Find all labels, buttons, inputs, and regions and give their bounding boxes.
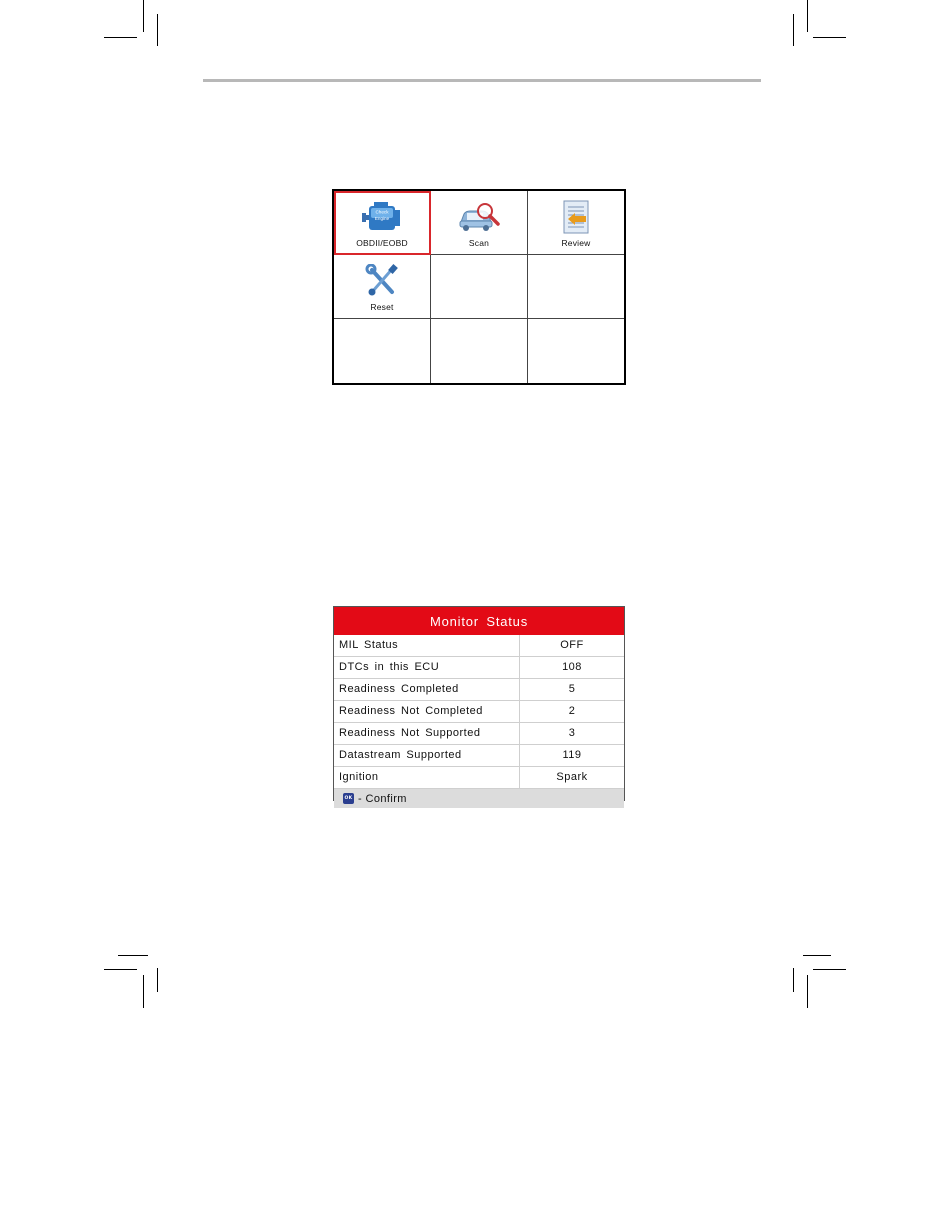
icon-text-engine: Engine <box>374 216 390 221</box>
row-value: 108 <box>562 661 582 673</box>
menu-item-label: OBDII/EOBD <box>356 238 408 248</box>
header-rule <box>203 79 761 82</box>
main-menu-grid <box>332 189 626 385</box>
crop-mark <box>793 968 794 992</box>
row-value: 5 <box>568 683 576 695</box>
crop-mark <box>157 14 158 46</box>
monitor-status-title: Monitor Status <box>334 607 624 635</box>
menu-empty-cell <box>528 319 624 383</box>
row-value: Spark <box>556 771 588 783</box>
table-row[interactable] <box>334 635 624 657</box>
table-row[interactable] <box>334 723 624 745</box>
menu-empty-cell <box>431 319 528 383</box>
menu-item-obdii-eobd[interactable] <box>334 191 431 255</box>
menu-empty-cell <box>431 255 528 319</box>
icon-text-check: Check <box>375 209 389 215</box>
menu-empty-cell <box>528 255 624 319</box>
table-row[interactable] <box>334 745 624 767</box>
row-label: MIL Status <box>334 635 520 656</box>
wrench-screwdriver-icon <box>360 264 404 298</box>
check-engine-icon <box>360 200 404 234</box>
ok-button-icon[interactable]: OK <box>343 793 354 804</box>
status-footer <box>334 789 624 808</box>
crop-mark <box>813 969 846 970</box>
menu-empty-cell <box>334 319 431 383</box>
row-value: OFF <box>560 639 584 651</box>
crop-mark <box>157 968 158 992</box>
crop-mark <box>104 969 137 970</box>
row-label: Readiness Not Supported <box>334 723 520 744</box>
crop-mark <box>118 955 148 956</box>
confirm-label: - Confirm <box>358 792 407 805</box>
menu-item-scan[interactable] <box>431 191 528 255</box>
crop-mark <box>793 14 794 46</box>
table-row[interactable] <box>334 701 624 723</box>
document-arrow-icon <box>554 200 598 234</box>
row-label: Datastream Supported <box>334 745 520 766</box>
menu-item-label: Scan <box>468 238 490 248</box>
table-row[interactable] <box>334 679 624 701</box>
row-label: Readiness Completed <box>334 679 520 700</box>
crop-mark <box>813 37 846 38</box>
row-label: Readiness Not Completed <box>334 701 520 722</box>
row-label: DTCs in this ECU <box>334 657 520 678</box>
menu-item-review[interactable] <box>528 191 624 255</box>
crop-mark <box>807 0 808 32</box>
car-magnifier-icon <box>457 200 501 234</box>
row-label: Ignition <box>334 767 520 788</box>
menu-item-label: Reset <box>370 302 394 312</box>
crop-mark <box>143 0 144 32</box>
table-row[interactable] <box>334 657 624 679</box>
crop-mark <box>143 975 144 1008</box>
crop-mark <box>807 975 808 1008</box>
crop-mark <box>104 37 137 38</box>
menu-item-label: Review <box>561 238 591 248</box>
table-row[interactable] <box>334 767 624 789</box>
monitor-status-panel <box>333 606 625 805</box>
menu-item-reset[interactable] <box>334 255 431 319</box>
row-value: 3 <box>568 727 576 739</box>
row-value: 2 <box>568 705 576 717</box>
crop-mark <box>803 955 831 956</box>
row-value: 119 <box>562 749 582 761</box>
